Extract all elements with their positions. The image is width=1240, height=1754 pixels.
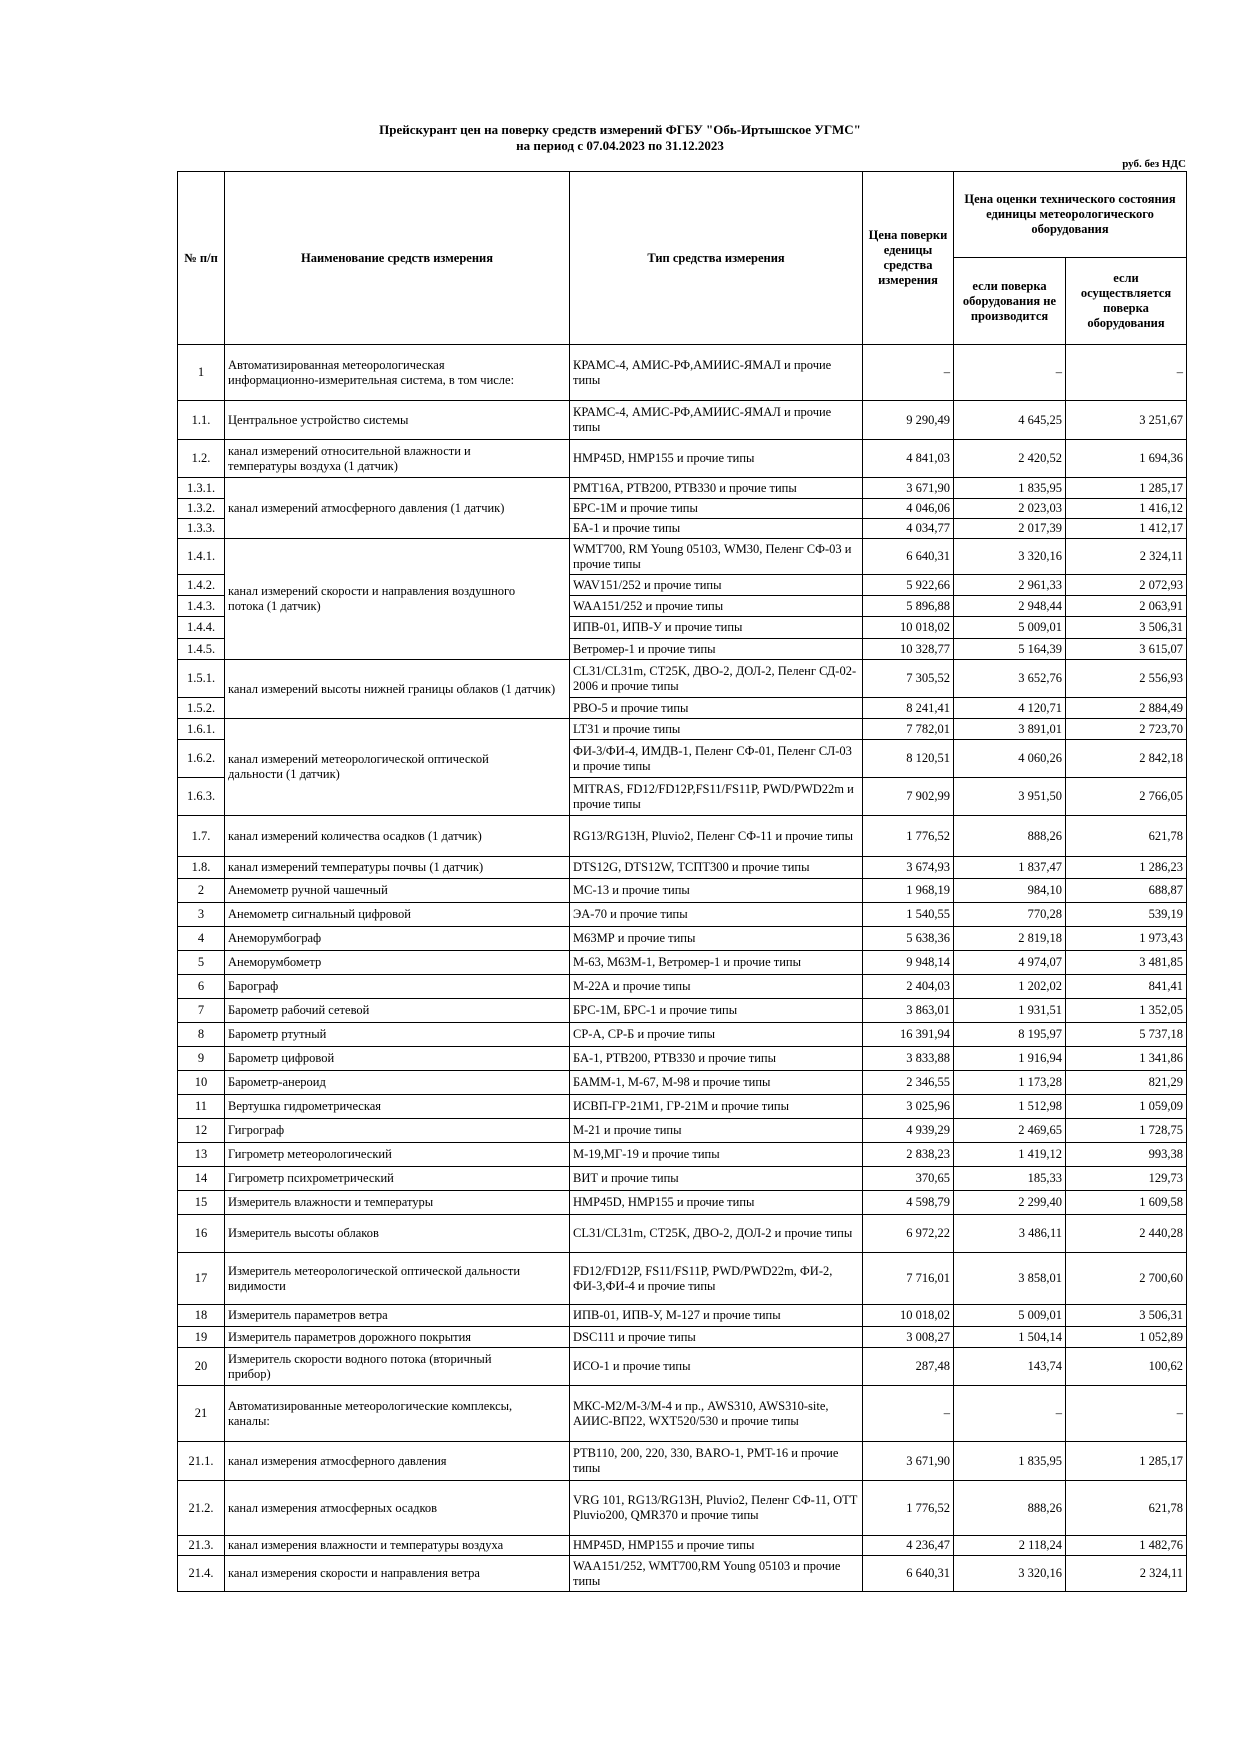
assessment-price-no-verification: 1 419,12 (954, 1143, 1066, 1167)
assessment-price-with-verification: 1 609,58 (1066, 1191, 1187, 1215)
table-row (178, 345, 1187, 401)
verification-price: 10 328,77 (863, 639, 954, 660)
instrument-type: DTS12G, DTS12W, ТСПТ300 и прочие типы (570, 857, 863, 879)
assessment-price-with-verification: 993,38 (1066, 1143, 1187, 1167)
table-row (178, 1348, 1187, 1386)
assessment-price-no-verification: 3 320,16 (954, 539, 1066, 575)
instrument-type: DSC111 и прочие типы (570, 1327, 863, 1348)
verification-price: 1 540,55 (863, 903, 954, 927)
assessment-price-no-verification: 2 961,33 (954, 575, 1066, 596)
row-number: 1.2. (178, 440, 225, 478)
row-number: 1.6.1. (178, 719, 225, 740)
verification-price: 8 241,41 (863, 698, 954, 719)
row-number: 16 (178, 1215, 225, 1253)
instrument-name: канал измерения атмосферного давления (225, 1442, 570, 1481)
title-line-2: на период с 07.04.2023 по 31.12.2023 (516, 138, 724, 153)
assessment-price-no-verification: 1 835,95 (954, 1442, 1066, 1481)
assessment-price-no-verification: 2 819,18 (954, 927, 1066, 951)
verification-price: 3 025,96 (863, 1095, 954, 1119)
assessment-price-no-verification: 185,33 (954, 1167, 1066, 1191)
instrument-name: канал измерения влажности и температуры воздуха (225, 1536, 570, 1556)
instrument-name: канал измерения скорости и направления ветра (225, 1556, 570, 1592)
instrument-name: Измеритель высоты облаков (225, 1215, 570, 1253)
assessment-price-with-verification: 2 842,18 (1066, 740, 1187, 778)
row-number: 2 (178, 879, 225, 903)
price-rows (178, 345, 1187, 1592)
document-title (0, 122, 1240, 154)
table-row (178, 857, 1187, 879)
verification-price: 4 236,47 (863, 1536, 954, 1556)
row-number: 4 (178, 927, 225, 951)
header-type: Тип средства измерения (570, 172, 863, 345)
row-number: 6 (178, 975, 225, 999)
assessment-price-no-verification: 1 916,94 (954, 1047, 1066, 1071)
assessment-price-no-verification: 3 858,01 (954, 1253, 1066, 1305)
assessment-price-no-verification: 1 202,02 (954, 975, 1066, 999)
row-number: 21.2. (178, 1481, 225, 1536)
instrument-name: канал измерений количества осадков (1 датчик) (225, 816, 570, 857)
verification-price: 3 833,88 (863, 1047, 954, 1071)
row-number: 21.1. (178, 1442, 225, 1481)
verification-price: 2 838,23 (863, 1143, 954, 1167)
assessment-price-no-verification: – (954, 1386, 1066, 1442)
instrument-type: КРАМС-4, АМИС-РФ,АМИИС-ЯМАЛ и прочие типы (570, 345, 863, 401)
instrument-type: СР-А, СР-Б и прочие типы (570, 1023, 863, 1047)
verification-price: 287,48 (863, 1348, 954, 1386)
instrument-type: Ветромер-1 и прочие типы (570, 639, 863, 660)
instrument-name: Анеморумбометр (225, 951, 570, 975)
instrument-type: WMT700, RM Young 05103, WM30, Пеленг СФ-03 и прочие типы (570, 539, 863, 575)
row-number: 12 (178, 1119, 225, 1143)
assessment-price-with-verification: 1 059,09 (1066, 1095, 1187, 1119)
instrument-name: канал измерений метеорологической оптической дальности (1 датчик) (225, 719, 570, 816)
table-row (178, 879, 1187, 903)
assessment-price-no-verification: 5 164,39 (954, 639, 1066, 660)
instrument-type: LT31 и прочие типы (570, 719, 863, 740)
table-row (178, 1047, 1187, 1071)
assessment-price-no-verification: 2 948,44 (954, 596, 1066, 617)
row-number: 20 (178, 1348, 225, 1386)
instrument-name: Гигрометр психрометрический (225, 1167, 570, 1191)
assessment-price-with-verification: 3 251,67 (1066, 401, 1187, 440)
table-row (178, 927, 1187, 951)
header-assess-yes: если осуществляется поверка оборудования (1066, 258, 1187, 345)
instrument-type: БА-1, PTB200, PTB330 и прочие типы (570, 1047, 863, 1071)
table-row (178, 816, 1187, 857)
verification-price: 10 018,02 (863, 1305, 954, 1327)
row-number: 10 (178, 1071, 225, 1095)
instrument-type: МКС-М2/М-3/М-4 и пр., AWS310, AWS310-site, АИИС-ВП22, WXT520/530 и прочие типы (570, 1386, 863, 1442)
instrument-type: PMT16A, PTB200, PTB330 и прочие типы (570, 478, 863, 499)
verification-price: 3 671,90 (863, 478, 954, 499)
row-number: 21.4. (178, 1556, 225, 1592)
table-row (178, 1167, 1187, 1191)
header-assessment: Цена оценки технического состояния единицы метеорологического оборудования (954, 172, 1187, 258)
row-number: 21 (178, 1386, 225, 1442)
table-row (178, 478, 1187, 499)
verification-price: 7 305,52 (863, 660, 954, 698)
verification-price: 4 598,79 (863, 1191, 954, 1215)
assessment-price-with-verification: 1 286,23 (1066, 857, 1187, 879)
verification-price: 3 863,01 (863, 999, 954, 1023)
assessment-price-with-verification: 100,62 (1066, 1348, 1187, 1386)
table-row (178, 1481, 1187, 1536)
row-number: 17 (178, 1253, 225, 1305)
table-row (178, 1095, 1187, 1119)
row-number: 1.4.4. (178, 617, 225, 639)
assessment-price-with-verification: 2 700,60 (1066, 1253, 1187, 1305)
currency-unit: руб. без НДС (1122, 158, 1186, 170)
row-number: 1.3.2. (178, 499, 225, 519)
instrument-type: HMP45D, HMP155 и прочие типы (570, 1191, 863, 1215)
table-row (178, 401, 1187, 440)
instrument-name: Гигрограф (225, 1119, 570, 1143)
assessment-price-no-verification: 4 645,25 (954, 401, 1066, 440)
assessment-price-with-verification: 1 052,89 (1066, 1327, 1187, 1348)
assessment-price-no-verification: 4 120,71 (954, 698, 1066, 719)
instrument-type: М63МР и прочие типы (570, 927, 863, 951)
verification-price: 1 776,52 (863, 816, 954, 857)
assessment-price-with-verification: 2 884,49 (1066, 698, 1187, 719)
instrument-name: Центральное устройство системы (225, 401, 570, 440)
row-number: 1.5.1. (178, 660, 225, 698)
assessment-price-with-verification: 821,29 (1066, 1071, 1187, 1095)
instrument-name: канал измерения атмосферных осадков (225, 1481, 570, 1536)
table-row (178, 1442, 1187, 1481)
row-number: 8 (178, 1023, 225, 1047)
instrument-name: Барометр цифровой (225, 1047, 570, 1071)
instrument-name: Анемометр сигнальный цифровой (225, 903, 570, 927)
row-number: 1.8. (178, 857, 225, 879)
assessment-price-with-verification: 1 694,36 (1066, 440, 1187, 478)
instrument-type: MITRAS, FD12/FD12P,FS11/FS11P, PWD/PWD22m и прочие типы (570, 778, 863, 816)
title-line-1: Прейскурант цен на поверку средств измерений ФГБУ "Обь-Иртышское УГМС" (379, 122, 861, 137)
row-number: 1.3.3. (178, 519, 225, 539)
assessment-price-with-verification: 3 481,85 (1066, 951, 1187, 975)
row-number: 1.7. (178, 816, 225, 857)
instrument-type: CL31/CL31m, CT25K, ДВО-2, ДОЛ-2, Пеленг СД-02-2006 и прочие типы (570, 660, 863, 698)
assessment-price-with-verification: 2 063,91 (1066, 596, 1187, 617)
assessment-price-with-verification: 2 324,11 (1066, 1556, 1187, 1592)
instrument-name: Измеритель метеорологической оптической дальности видимости (225, 1253, 570, 1305)
verification-price: 1 776,52 (863, 1481, 954, 1536)
table-row (178, 999, 1187, 1023)
row-number: 19 (178, 1327, 225, 1348)
table-row (178, 1253, 1187, 1305)
instrument-name: Барограф (225, 975, 570, 999)
assessment-price-no-verification: 3 486,11 (954, 1215, 1066, 1253)
assessment-price-no-verification: 5 009,01 (954, 1305, 1066, 1327)
assessment-price-with-verification: 129,73 (1066, 1167, 1187, 1191)
assessment-price-no-verification: 1 512,98 (954, 1095, 1066, 1119)
assessment-price-with-verification: 1 285,17 (1066, 478, 1187, 499)
table-row (178, 1143, 1187, 1167)
instrument-type: М-19,МГ-19 и прочие типы (570, 1143, 863, 1167)
verification-price: 4 841,03 (863, 440, 954, 478)
assessment-price-with-verification: 3 615,07 (1066, 639, 1187, 660)
table-row (178, 1023, 1187, 1047)
row-number: 5 (178, 951, 225, 975)
assessment-price-no-verification: 1 173,28 (954, 1071, 1066, 1095)
assessment-price-with-verification: 2 556,93 (1066, 660, 1187, 698)
verification-price: 5 896,88 (863, 596, 954, 617)
instrument-name: Измеритель влажности и температуры (225, 1191, 570, 1215)
assessment-price-no-verification: 2 017,39 (954, 519, 1066, 539)
instrument-type: РВО-5 и прочие типы (570, 698, 863, 719)
instrument-type: ИПВ-01, ИПВ-У, М-127 и прочие типы (570, 1305, 863, 1327)
assessment-price-with-verification: 1 285,17 (1066, 1442, 1187, 1481)
instrument-name: Автоматизированная метеорологическая информационно-измерительная система, в том числе: (225, 345, 570, 401)
row-number: 1.4.5. (178, 639, 225, 660)
verification-price: 6 640,31 (863, 1556, 954, 1592)
assessment-price-with-verification: 841,41 (1066, 975, 1187, 999)
assessment-price-with-verification: 621,78 (1066, 1481, 1187, 1536)
header-num: № п/п (178, 172, 225, 345)
row-number: 13 (178, 1143, 225, 1167)
instrument-type: PTB110, 200, 220, 330, BARO-1, PMT-16 и прочие типы (570, 1442, 863, 1481)
verification-price: 5 638,36 (863, 927, 954, 951)
header-price: Цена поверки еденицы средства измерения (863, 172, 954, 345)
verification-price: 3 674,93 (863, 857, 954, 879)
table-row (178, 1215, 1187, 1253)
header-name: Наименование средств измерения (225, 172, 570, 345)
assessment-price-with-verification: 2 440,28 (1066, 1215, 1187, 1253)
row-number: 1.6.3. (178, 778, 225, 816)
assessment-price-with-verification: 3 506,31 (1066, 1305, 1187, 1327)
instrument-type: WAV151/252 и прочие типы (570, 575, 863, 596)
instrument-type: ИПВ-01, ИПВ-У и прочие типы (570, 617, 863, 639)
instrument-type: М-63, М63М-1, Ветромер-1 и прочие типы (570, 951, 863, 975)
assessment-price-with-verification: 1 341,86 (1066, 1047, 1187, 1071)
assessment-price-no-verification: 5 009,01 (954, 617, 1066, 639)
row-number: 14 (178, 1167, 225, 1191)
table-row (178, 1386, 1187, 1442)
table-row (178, 1119, 1187, 1143)
assessment-price-with-verification: 3 506,31 (1066, 617, 1187, 639)
instrument-type: HMP45D, HMP155 и прочие типы (570, 440, 863, 478)
instrument-type: WAA151/252 и прочие типы (570, 596, 863, 617)
verification-price: 8 120,51 (863, 740, 954, 778)
verification-price: 16 391,94 (863, 1023, 954, 1047)
verification-price: 9 948,14 (863, 951, 954, 975)
instrument-type: ЭА-70 и прочие типы (570, 903, 863, 927)
instrument-name: Анемометр ручной чашечный (225, 879, 570, 903)
instrument-name: Вертушка гидрометрическая (225, 1095, 570, 1119)
instrument-type: ФИ-3/ФИ-4, ИМДВ-1, Пеленг СФ-01, Пеленг СЛ-03 и прочие типы (570, 740, 863, 778)
assessment-price-no-verification: 3 891,01 (954, 719, 1066, 740)
instrument-type: ИСВП-ГР-21М1, ГР-21М и прочие типы (570, 1095, 863, 1119)
assessment-price-with-verification: 2 324,11 (1066, 539, 1187, 575)
row-number: 9 (178, 1047, 225, 1071)
verification-price: 6 972,22 (863, 1215, 954, 1253)
instrument-type: ВИТ и прочие типы (570, 1167, 863, 1191)
assessment-price-no-verification: 770,28 (954, 903, 1066, 927)
instrument-type: БРС-1М и прочие типы (570, 499, 863, 519)
assessment-price-no-verification: – (954, 345, 1066, 401)
row-number: 1.1. (178, 401, 225, 440)
table-row (178, 1071, 1187, 1095)
assessment-price-with-verification: 2 723,70 (1066, 719, 1187, 740)
instrument-name: Барометр рабочий сетевой (225, 999, 570, 1023)
assessment-price-no-verification: 1 504,14 (954, 1327, 1066, 1348)
assessment-price-no-verification: 2 023,03 (954, 499, 1066, 519)
table-row (178, 440, 1187, 478)
verification-price: – (863, 1386, 954, 1442)
row-number: 1.6.2. (178, 740, 225, 778)
assessment-price-no-verification: 1 931,51 (954, 999, 1066, 1023)
assessment-price-with-verification: – (1066, 345, 1187, 401)
instrument-type: М-22А и прочие типы (570, 975, 863, 999)
verification-price: 9 290,49 (863, 401, 954, 440)
header-assess-no: если поверка оборудования не производится (954, 258, 1066, 345)
verification-price: – (863, 345, 954, 401)
table-row (178, 1305, 1187, 1327)
instrument-name: канал измерений температуры почвы (1 датчик) (225, 857, 570, 879)
assessment-price-no-verification: 1 835,95 (954, 478, 1066, 499)
instrument-type: КРАМС-4, АМИС-РФ,АМИИС-ЯМАЛ и прочие типы (570, 401, 863, 440)
row-number: 11 (178, 1095, 225, 1119)
instrument-name: Измеритель параметров ветра (225, 1305, 570, 1327)
instrument-type: VRG 101, RG13/RG13H, Pluvio2, Пеленг СФ-11, OTT Pluvio200, QMR370 и прочие типы (570, 1481, 863, 1536)
row-number: 1.4.2. (178, 575, 225, 596)
instrument-type: CL31/CL31m, CT25K, ДВО-2, ДОЛ-2 и прочие типы (570, 1215, 863, 1253)
assessment-price-with-verification: 1 352,05 (1066, 999, 1187, 1023)
table-row (178, 1327, 1187, 1348)
verification-price: 4 046,06 (863, 499, 954, 519)
verification-price: 5 922,66 (863, 575, 954, 596)
assessment-price-with-verification: 1 973,43 (1066, 927, 1187, 951)
instrument-name: Гигрометр метеорологический (225, 1143, 570, 1167)
instrument-name: Автоматизированные метеорологические комплексы, каналы: (225, 1386, 570, 1442)
assessment-price-with-verification: 1 416,12 (1066, 499, 1187, 519)
verification-price: 2 404,03 (863, 975, 954, 999)
assessment-price-with-verification: 1 412,17 (1066, 519, 1187, 539)
assessment-price-no-verification: 1 837,47 (954, 857, 1066, 879)
assessment-price-no-verification: 2 420,52 (954, 440, 1066, 478)
instrument-type: БАММ-1, М-67, М-98 и прочие типы (570, 1071, 863, 1095)
row-number: 1.4.3. (178, 596, 225, 617)
row-number: 1 (178, 345, 225, 401)
verification-price: 4 939,29 (863, 1119, 954, 1143)
table-row (178, 1191, 1187, 1215)
instrument-name: канал измерений относительной влажности и температуры воздуха (1 датчик) (225, 440, 570, 478)
assessment-price-with-verification: 5 737,18 (1066, 1023, 1187, 1047)
row-number: 1.3.1. (178, 478, 225, 499)
row-number: 18 (178, 1305, 225, 1327)
verification-price: 7 902,99 (863, 778, 954, 816)
assessment-price-no-verification: 984,10 (954, 879, 1066, 903)
assessment-price-with-verification: 688,87 (1066, 879, 1187, 903)
instrument-name: канал измерений высоты нижней границы облаков (1 датчик) (225, 660, 570, 719)
verification-price: 370,65 (863, 1167, 954, 1191)
assessment-price-with-verification: 539,19 (1066, 903, 1187, 927)
verification-price: 6 640,31 (863, 539, 954, 575)
row-number: 3 (178, 903, 225, 927)
assessment-price-no-verification: 3 320,16 (954, 1556, 1066, 1592)
verification-price: 4 034,77 (863, 519, 954, 539)
instrument-name: Барометр ртутный (225, 1023, 570, 1047)
assessment-price-with-verification: 2 072,93 (1066, 575, 1187, 596)
assessment-price-no-verification: 4 060,26 (954, 740, 1066, 778)
assessment-price-with-verification: 1 728,75 (1066, 1119, 1187, 1143)
assessment-price-no-verification: 143,74 (954, 1348, 1066, 1386)
table-row (178, 1556, 1187, 1592)
verification-price: 10 018,02 (863, 617, 954, 639)
instrument-type: ИСО-1 и прочие типы (570, 1348, 863, 1386)
assessment-price-no-verification: 2 118,24 (954, 1536, 1066, 1556)
instrument-name: Барометр-анероид (225, 1071, 570, 1095)
verification-price: 1 968,19 (863, 879, 954, 903)
instrument-type: МС-13 и прочие типы (570, 879, 863, 903)
row-number: 15 (178, 1191, 225, 1215)
assessment-price-no-verification: 888,26 (954, 1481, 1066, 1536)
instrument-type: FD12/FD12P, FS11/FS11P, PWD/PWD22m, ФИ-2, ФИ-3,ФИ-4 и прочие типы (570, 1253, 863, 1305)
verification-price: 2 346,55 (863, 1071, 954, 1095)
instrument-name: канал измерений атмосферного давления (1 датчик) (225, 478, 570, 539)
assessment-price-with-verification: 1 482,76 (1066, 1536, 1187, 1556)
verification-price: 7 716,01 (863, 1253, 954, 1305)
table-row (178, 719, 1187, 740)
price-table (177, 171, 1187, 1592)
table-row (178, 660, 1187, 698)
instrument-name: канал измерений скорости и направления воздушного потока (1 датчик) (225, 539, 570, 660)
instrument-type: WAA151/252, WMT700,RM Young 05103 и прочие типы (570, 1556, 863, 1592)
row-number: 1.4.1. (178, 539, 225, 575)
instrument-type: БРС-1М, БРС-1 и прочие типы (570, 999, 863, 1023)
assessment-price-no-verification: 3 951,50 (954, 778, 1066, 816)
assessment-price-no-verification: 3 652,76 (954, 660, 1066, 698)
table-row (178, 539, 1187, 575)
verification-price: 3 008,27 (863, 1327, 954, 1348)
instrument-name: Измеритель скорости водного потока (вторичный прибор) (225, 1348, 570, 1386)
instrument-type: RG13/RG13H, Pluvio2, Пеленг СФ-11 и прочие типы (570, 816, 863, 857)
assessment-price-with-verification: 621,78 (1066, 816, 1187, 857)
table-row (178, 951, 1187, 975)
row-number: 7 (178, 999, 225, 1023)
assessment-price-no-verification: 2 469,65 (954, 1119, 1066, 1143)
instrument-type: БА-1 и прочие типы (570, 519, 863, 539)
verification-price: 3 671,90 (863, 1442, 954, 1481)
table-row (178, 903, 1187, 927)
assessment-price-no-verification: 2 299,40 (954, 1191, 1066, 1215)
assessment-price-with-verification: – (1066, 1386, 1187, 1442)
assessment-price-no-verification: 8 195,97 (954, 1023, 1066, 1047)
instrument-name: Измеритель параметров дорожного покрытия (225, 1327, 570, 1348)
instrument-name: Анеморумбограф (225, 927, 570, 951)
assessment-price-no-verification: 4 974,07 (954, 951, 1066, 975)
row-number: 21.3. (178, 1536, 225, 1556)
verification-price: 7 782,01 (863, 719, 954, 740)
instrument-type: М-21 и прочие типы (570, 1119, 863, 1143)
table-row (178, 1536, 1187, 1556)
assessment-price-with-verification: 2 766,05 (1066, 778, 1187, 816)
instrument-type: HMP45D, HMP155 и прочие типы (570, 1536, 863, 1556)
assessment-price-no-verification: 888,26 (954, 816, 1066, 857)
row-number: 1.5.2. (178, 698, 225, 719)
table-row (178, 975, 1187, 999)
